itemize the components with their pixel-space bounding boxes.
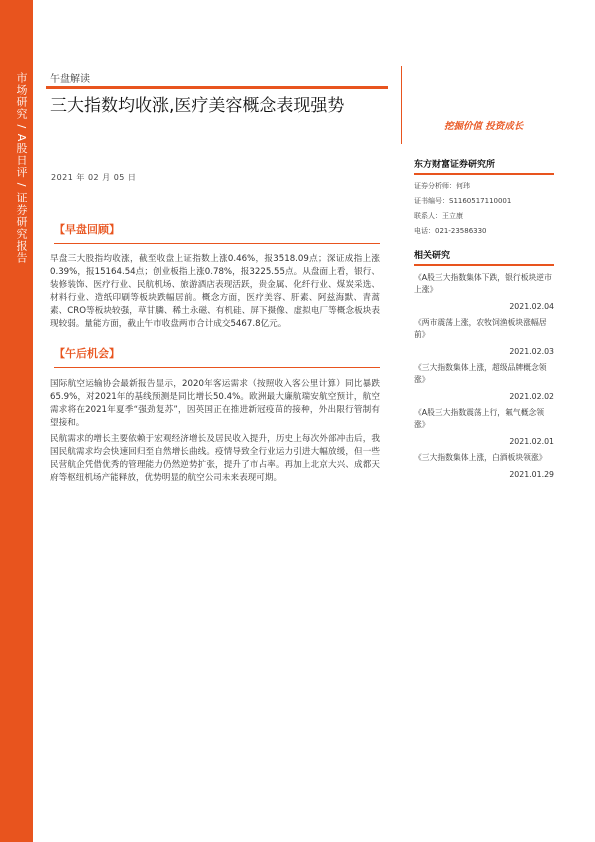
analyst-name: 证券分析师：何玮 [414,182,470,190]
related-item-title[interactable]: 《两市震荡上涨，农牧饲渔板块涨幅居前》 [414,318,547,339]
sidebar-category: 市场研究 / A股日评 / 证券研究报告 [15,72,28,264]
related-item-date: 2021.02.03 [509,347,554,356]
related-research-panel [414,248,554,479]
institute-panel [414,157,554,239]
institute-rule [414,173,554,175]
related-item-date: 2021.02.04 [509,302,554,311]
opportunity-paragraph-2: 民航需求的增长主要依赖于宏观经济增长及居民收入提升，历史上每次外部冲击后，我国民航需求均会快速回归至自然增长曲线。疫情导致全行业运力引进大幅放缓，但一些民营航企凭借优秀的管理能力仍然逆势扩张，提升了市占率。再加上北京大兴、成都天府等枢纽机场产能释放，优势明显的航空公司未来表现可期。 [50,434,380,483]
header-divider [401,66,402,144]
review-paragraph: 早盘三大股指均收涨，截至收盘上证指数上涨0.46%，报3518.09点；深证成指上涨0.39%，报15164.54点；创业板指上涨0.78%，报3225.55点。从盘面上看，银行、装修装饰、医疗行业、民航机场、旅游酒店表现活跃，贵金属、化纤行业、煤炭采选、材料行业、造纸印刷等板块跌幅居前。概念方面，医疗美容、肝素、阿兹海默、青蒿素、CRO等板块较强，草甘膦、稀土永磁、有机硅、屏下摄像、虚拟电厂等概念板块表现较弱。量能方面，截止午市收盘两市合计成交5467.8亿元。 [50,254,380,329]
contact-phone: 电话：021-23586330 [414,227,487,235]
related-item-date: 2021.02.01 [509,437,554,446]
related-item-date: 2021.02.02 [509,392,554,401]
related-item-title[interactable]: 《A股三大指数集体下跌，银行板块逆市上涨》 [414,273,552,294]
certificate-number: 证书编号：S1160517110001 [414,197,512,205]
related-rule [414,264,554,266]
opportunity-paragraph-1: 国际航空运输协会最新报告显示，2020年客运需求（按照收入客公里计算）同比暴跌65.9%，对2021年的基线预测是同比增长50.4%。欧洲最大廉航瑞安航空预计，航空需求将在2021年夏季“强劲复苏”，因英国正在推进新冠疫苗的接种，外出限行管制有望接和。 [50,379,380,428]
section-heading-opportunity: 【午后机会】 [54,345,120,365]
related-heading: 相关研究 [414,251,451,261]
title-rule [46,86,388,89]
institute-name: 东方财富证券研究所 [414,160,496,170]
report-date: 2021 年 02 月 05 日 [51,173,137,182]
report-title: 三大指数均收涨,医疗美容概念表现强势 [50,96,345,116]
related-item-title[interactable]: 《三大指数集体上涨，白酒板块领涨》 [414,453,547,462]
slogan: 挖掘价值 投资成长 [444,121,524,132]
related-item-date: 2021.01.29 [509,470,554,479]
contact-person: 联系人：王立康 [414,212,463,220]
related-item-title[interactable]: 《A股三大指数震荡上行，氟气概念领涨》 [414,408,545,429]
related-item-title[interactable]: 《三大指数集体上涨，超级品牌概念领涨》 [414,363,547,384]
sidebar-band [0,0,33,842]
report-section-label: 午盘解读 [50,74,90,85]
section-heading-review: 【早盘回顾】 [54,221,120,241]
